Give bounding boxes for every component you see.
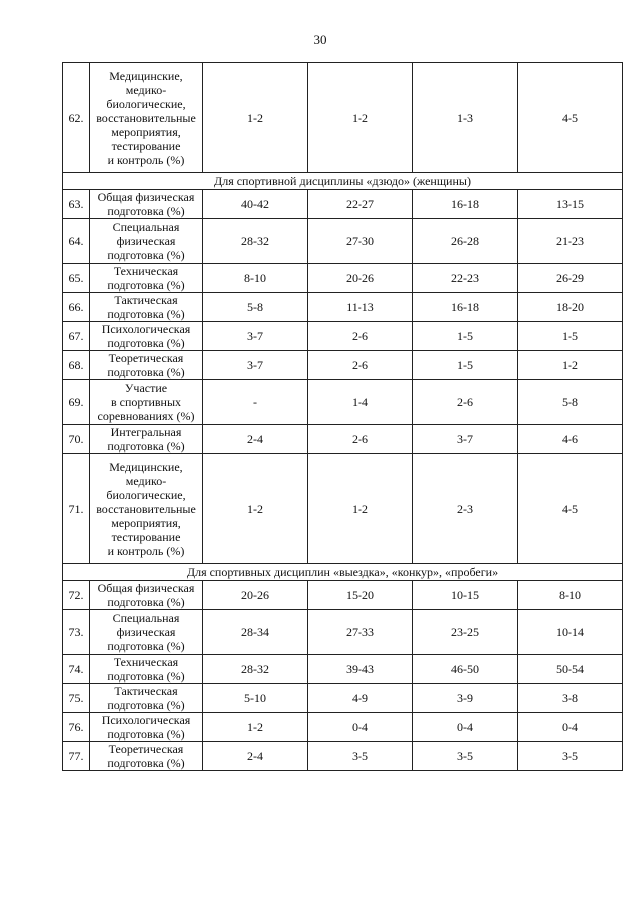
row-name-line: Участие	[124, 381, 168, 395]
value-cell: 26-28	[413, 219, 518, 264]
row-number: 75.	[63, 684, 90, 713]
value-cell: 5-8	[203, 293, 308, 322]
value-cell: 10-15	[413, 581, 518, 610]
value-cell: 4-5	[518, 454, 623, 564]
value-cell: 4-5	[518, 63, 623, 173]
row-name-line: Теоретическая	[108, 742, 184, 756]
row-name-line: мероприятия,	[111, 124, 181, 139]
table-row	[63, 742, 623, 771]
value-cell: 21-23	[518, 219, 623, 264]
table-row	[63, 264, 623, 293]
row-name-line: подготовка (%)	[107, 639, 185, 653]
value-cell: 2-6	[413, 380, 518, 425]
value-cell: 22-23	[413, 264, 518, 293]
row-name-line: и контроль (%)	[107, 543, 185, 558]
row-name-line: подготовка (%)	[107, 307, 185, 321]
table-row	[63, 713, 623, 742]
row-number: 73.	[63, 610, 90, 655]
value-cell: 2-4	[203, 425, 308, 454]
row-name-line: Психологическая	[101, 713, 191, 727]
row-number: 68.	[63, 351, 90, 380]
row-name-line: Психологическая	[101, 322, 191, 336]
value-cell: 10-14	[518, 610, 623, 655]
row-name	[90, 380, 203, 425]
training-ratio-table	[62, 62, 623, 771]
table-row	[63, 190, 623, 219]
value-cell: 23-25	[413, 610, 518, 655]
value-cell: 4-9	[308, 684, 413, 713]
row-name-line: в спортивных	[110, 395, 182, 409]
table-row	[63, 219, 623, 264]
value-cell: 3-5	[308, 742, 413, 771]
value-cell: 0-4	[518, 713, 623, 742]
value-cell: 28-34	[203, 610, 308, 655]
value-cell: 1-2	[203, 454, 308, 564]
value-cell: 4-6	[518, 425, 623, 454]
table-row	[63, 454, 623, 564]
row-number: 76.	[63, 713, 90, 742]
row-name	[90, 219, 203, 264]
value-cell: 3-8	[518, 684, 623, 713]
table-row	[63, 380, 623, 425]
row-number: 63.	[63, 190, 90, 219]
row-name	[90, 742, 203, 771]
row-name	[90, 425, 203, 454]
row-name-line: подготовка (%)	[107, 439, 185, 453]
row-name-line: подготовка (%)	[107, 595, 185, 609]
row-name-line: Техническая	[113, 264, 179, 278]
row-name-line: тестирование	[111, 529, 181, 544]
row-name	[90, 454, 203, 564]
row-number: 72.	[63, 581, 90, 610]
value-cell: 8-10	[518, 581, 623, 610]
value-cell: 50-54	[518, 655, 623, 684]
table-row	[63, 610, 623, 655]
value-cell: 27-33	[308, 610, 413, 655]
value-cell: -	[203, 380, 308, 425]
value-cell: 26-29	[518, 264, 623, 293]
row-name-line: подготовка (%)	[107, 248, 185, 262]
value-cell: 28-32	[203, 655, 308, 684]
row-name-line: подготовка (%)	[107, 278, 185, 292]
value-cell: 3-5	[413, 742, 518, 771]
table-row	[63, 293, 623, 322]
value-cell: 40-42	[203, 190, 308, 219]
row-name-line: Медицинские,	[109, 68, 183, 83]
row-name-line: подготовка (%)	[107, 727, 185, 741]
value-cell: 5-10	[203, 684, 308, 713]
row-name	[90, 684, 203, 713]
value-cell: 3-7	[413, 425, 518, 454]
value-cell: 1-2	[203, 63, 308, 173]
row-name-line: и контроль (%)	[107, 152, 185, 167]
row-name-line: Интегральная	[110, 425, 182, 439]
value-cell: 16-18	[413, 293, 518, 322]
value-cell: 0-4	[308, 713, 413, 742]
row-name-line: Специальная	[112, 220, 180, 234]
value-cell: 0-4	[413, 713, 518, 742]
row-name-line: тестирование	[111, 138, 181, 153]
row-name	[90, 610, 203, 655]
row-number: 67.	[63, 322, 90, 351]
row-number: 77.	[63, 742, 90, 771]
value-cell: 20-26	[308, 264, 413, 293]
row-name-line: медико-	[125, 473, 167, 488]
value-cell: 2-6	[308, 322, 413, 351]
value-cell: 39-43	[308, 655, 413, 684]
row-name	[90, 293, 203, 322]
row-name-line: восстановительные	[96, 110, 196, 125]
row-name	[90, 713, 203, 742]
value-cell: 1-5	[518, 322, 623, 351]
value-cell: 1-4	[308, 380, 413, 425]
value-cell: 13-15	[518, 190, 623, 219]
row-name-line: подготовка (%)	[107, 756, 185, 770]
value-cell: 1-2	[308, 454, 413, 564]
row-number: 71.	[63, 454, 90, 564]
value-cell: 18-20	[518, 293, 623, 322]
row-name-line: Специальная	[112, 611, 180, 625]
row-name	[90, 322, 203, 351]
value-cell: 46-50	[413, 655, 518, 684]
value-cell: 15-20	[308, 581, 413, 610]
value-cell: 1-5	[413, 322, 518, 351]
row-number: 66.	[63, 293, 90, 322]
value-cell: 2-6	[308, 425, 413, 454]
section-row	[63, 564, 623, 581]
table-row	[63, 581, 623, 610]
row-name-line: подготовка (%)	[107, 204, 185, 218]
row-name-line: Общая физическая	[97, 581, 195, 595]
value-cell: 11-13	[308, 293, 413, 322]
row-name-line: Тактическая	[114, 293, 178, 307]
row-name	[90, 63, 203, 173]
row-name	[90, 190, 203, 219]
row-name-line: подготовка (%)	[107, 669, 185, 683]
value-cell: 1-2	[518, 351, 623, 380]
value-cell: 1-5	[413, 351, 518, 380]
value-cell: 1-3	[413, 63, 518, 173]
value-cell: 2-6	[308, 351, 413, 380]
row-name-line: физическая	[116, 234, 176, 248]
value-cell: 8-10	[203, 264, 308, 293]
row-name-line: Общая физическая	[97, 190, 195, 204]
value-cell: 2-3	[413, 454, 518, 564]
table-row	[63, 322, 623, 351]
value-cell: 3-9	[413, 684, 518, 713]
row-name-line: биологические,	[106, 96, 186, 111]
row-name	[90, 581, 203, 610]
value-cell: 3-7	[203, 351, 308, 380]
row-number: 70.	[63, 425, 90, 454]
row-name-line: восстановительные	[96, 501, 196, 516]
table-row	[63, 63, 623, 173]
section-heading: Для спортивных дисциплин «выездка», «конкур», «пробеги»	[63, 564, 623, 581]
row-name-line: Медицинские,	[109, 459, 183, 474]
page-number: 30	[313, 32, 327, 47]
table-row	[63, 351, 623, 380]
row-number: 74.	[63, 655, 90, 684]
row-name-line: мероприятия,	[111, 515, 181, 530]
row-number: 62.	[63, 63, 90, 173]
value-cell: 3-5	[518, 742, 623, 771]
value-cell: 27-30	[308, 219, 413, 264]
value-cell: 28-32	[203, 219, 308, 264]
row-name-line: подготовка (%)	[107, 336, 185, 350]
row-number: 69.	[63, 380, 90, 425]
value-cell: 20-26	[203, 581, 308, 610]
table-row	[63, 425, 623, 454]
row-name-line: соревнованиях (%)	[97, 409, 195, 423]
row-number: 64.	[63, 219, 90, 264]
row-name	[90, 655, 203, 684]
row-name-line: физическая	[116, 625, 176, 639]
value-cell: 1-2	[308, 63, 413, 173]
row-name-line: биологические,	[106, 487, 186, 502]
row-name-line: Теоретическая	[108, 351, 184, 365]
section-row	[63, 173, 623, 190]
row-name	[90, 351, 203, 380]
row-name-line: подготовка (%)	[107, 365, 185, 379]
value-cell: 22-27	[308, 190, 413, 219]
value-cell: 1-2	[203, 713, 308, 742]
row-number: 65.	[63, 264, 90, 293]
table-row	[63, 655, 623, 684]
row-name-line: Тактическая	[114, 684, 178, 698]
value-cell: 16-18	[413, 190, 518, 219]
table-row	[63, 684, 623, 713]
row-name-line: подготовка (%)	[107, 698, 185, 712]
row-name-line: медико-	[125, 82, 167, 97]
value-cell: 5-8	[518, 380, 623, 425]
row-name-line: Техническая	[113, 655, 179, 669]
value-cell: 2-4	[203, 742, 308, 771]
value-cell: 3-7	[203, 322, 308, 351]
row-name	[90, 264, 203, 293]
section-heading: Для спортивной дисциплины «дзюдо» (женщины)	[63, 173, 623, 190]
